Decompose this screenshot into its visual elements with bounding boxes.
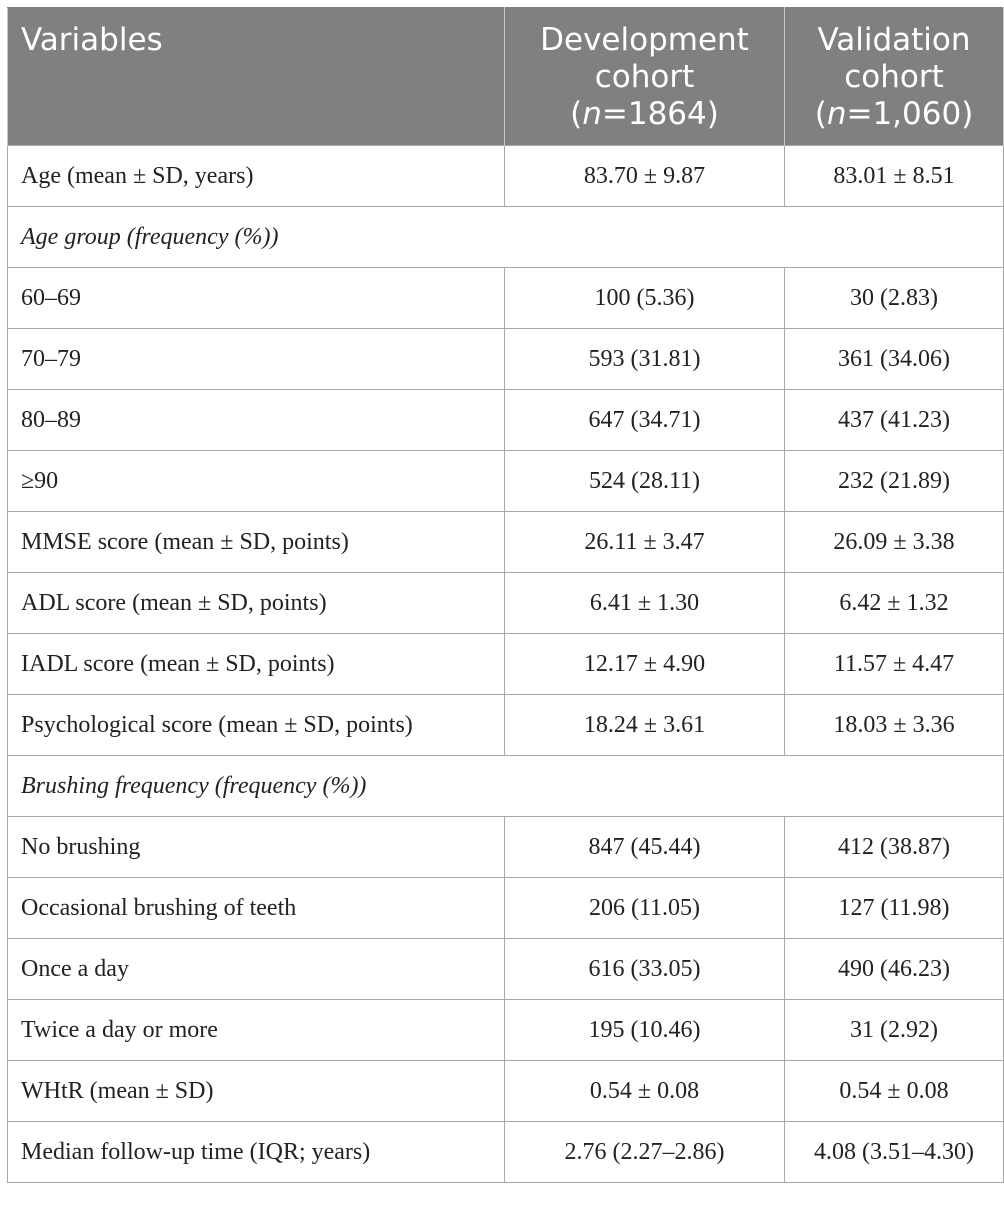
variable-cell: Age (mean ± SD, years) [8,146,505,207]
table-section-row [8,207,1004,268]
validation-cohort-cell: 127 (11.98) [785,878,1004,939]
variable-cell: IADL score (mean ± SD, points) [8,634,505,695]
variable-cell: No brushing [8,817,505,878]
header-validation-line1: Validation [817,22,971,58]
validation-cohort-cell: 232 (21.89) [785,451,1004,512]
validation-cohort-cell: 6.42 ± 1.32 [785,573,1004,634]
header-development-n: (n=1864) [570,96,719,132]
development-cohort-cell: 647 (34.71) [505,390,785,451]
header-validation-line2: cohort [844,59,944,95]
variable-cell: Twice a day or more [8,1000,505,1061]
table-section-row [8,756,1004,817]
variable-cell: Once a day [8,939,505,1000]
validation-cohort-cell: 437 (41.23) [785,390,1004,451]
validation-cohort-cell: 11.57 ± 4.47 [785,634,1004,695]
development-cohort-cell: 100 (5.36) [505,268,785,329]
development-cohort-cell: 847 (45.44) [505,817,785,878]
validation-cohort-cell: 26.09 ± 3.38 [785,512,1004,573]
variable-cell: WHtR (mean ± SD) [8,1061,505,1122]
development-cohort-cell: 2.76 (2.27–2.86) [505,1122,785,1183]
table-row [8,1061,1004,1122]
table-row [8,390,1004,451]
validation-cohort-cell: 83.01 ± 8.51 [785,146,1004,207]
variable-cell: ≥90 [8,451,505,512]
development-cohort-cell: 616 (33.05) [505,939,785,1000]
variable-cell: 80–89 [8,390,505,451]
development-cohort-cell: 593 (31.81) [505,329,785,390]
variable-cell: 70–79 [8,329,505,390]
header-variables-text: Variables [21,22,163,58]
development-cohort-cell: 0.54 ± 0.08 [505,1061,785,1122]
validation-cohort-cell: 31 (2.92) [785,1000,1004,1061]
development-cohort-cell: 206 (11.05) [505,878,785,939]
header-row [8,8,1004,146]
table-row [8,1000,1004,1061]
variable-cell: Median follow-up time (IQR; years) [8,1122,505,1183]
development-cohort-cell: 12.17 ± 4.90 [505,634,785,695]
table-row [8,146,1004,207]
validation-cohort-cell: 490 (46.23) [785,939,1004,1000]
validation-cohort-cell: 361 (34.06) [785,329,1004,390]
header-validation-n: (n=1,060) [814,96,974,132]
table-row [8,329,1004,390]
validation-cohort-cell: 18.03 ± 3.36 [785,695,1004,756]
variable-cell: Occasional brushing of teeth [8,878,505,939]
table-header [8,8,1004,146]
header-variables [8,8,505,146]
validation-cohort-cell: 412 (38.87) [785,817,1004,878]
table-row [8,268,1004,329]
development-cohort-cell: 524 (28.11) [505,451,785,512]
validation-cohort-cell: 0.54 ± 0.08 [785,1061,1004,1122]
development-cohort-cell: 18.24 ± 3.61 [505,695,785,756]
validation-cohort-cell: 4.08 (3.51–4.30) [785,1122,1004,1183]
header-development-line2: cohort [594,59,695,95]
table-row [8,512,1004,573]
cohort-characteristics-table [7,7,1004,1183]
validation-cohort-cell: 30 (2.83) [785,268,1004,329]
development-cohort-cell: 83.70 ± 9.87 [505,146,785,207]
development-cohort-cell: 26.11 ± 3.47 [505,512,785,573]
variable-cell: Psychological score (mean ± SD, points) [8,695,505,756]
table-row [8,695,1004,756]
header-validation-cohort [785,8,1004,146]
table-row [8,451,1004,512]
header-development-line1: Development [540,22,749,58]
section-heading: Brushing frequency (frequency (%)) [8,756,1004,817]
table-row [8,878,1004,939]
table-row [8,817,1004,878]
table-row [8,634,1004,695]
development-cohort-cell: 195 (10.46) [505,1000,785,1061]
variable-cell: MMSE score (mean ± SD, points) [8,512,505,573]
table-row [8,573,1004,634]
cohort-characteristics-table-container [7,7,1003,1183]
development-cohort-cell: 6.41 ± 1.30 [505,573,785,634]
table-row [8,939,1004,1000]
header-development-cohort [505,8,785,146]
variable-cell: ADL score (mean ± SD, points) [8,573,505,634]
table-body [8,146,1004,1183]
section-heading: Age group (frequency (%)) [8,207,1004,268]
variable-cell: 60–69 [8,268,505,329]
table-row [8,1122,1004,1183]
